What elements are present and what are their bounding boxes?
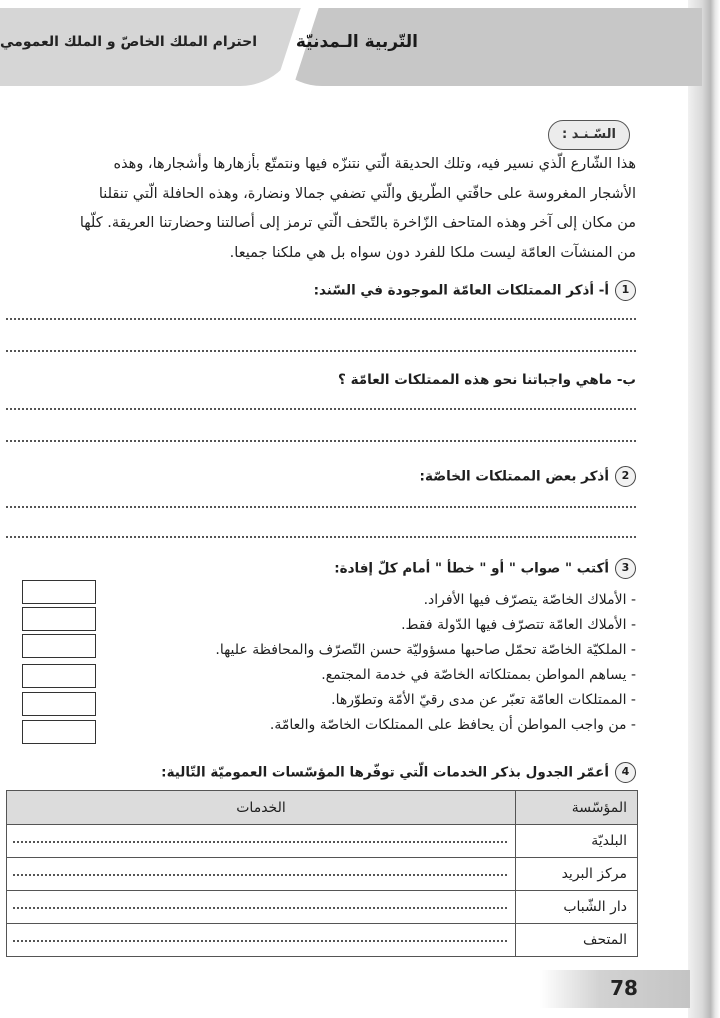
- institution-cell: البلديّة: [516, 825, 638, 858]
- question-number: 2: [615, 466, 636, 487]
- answer-box[interactable]: [22, 664, 96, 688]
- page-edge-shadow: [688, 0, 720, 1018]
- services-table: [6, 790, 638, 957]
- question-text: أ- أذكر الممتلكات العامّة الموجودة في السّند:: [313, 282, 609, 299]
- answer-box[interactable]: [22, 692, 96, 716]
- statement-item: - الممتلكات العامّة تعبّر عن مدى رقيّ الأمّة وتطوّرها.: [331, 692, 636, 708]
- sanad-label: السّـنـد :: [548, 120, 630, 150]
- table-header-row: [7, 791, 638, 825]
- question-text: ب- ماهي واجباتنا نحو هذه الممتلكات العامّة ؟: [338, 372, 636, 388]
- question-1b: [338, 372, 636, 388]
- passage-line: من مكان إلى آخر وهذه المتاحف الزّاخرة بالتّحف الّتي ترمز إلى أصالتنا وحضارتنا العريقة. كلّها: [79, 215, 636, 231]
- statement-item: - يساهم المواطن بممتلكاته الخاصّة في خدمة المجتمع.: [321, 667, 636, 683]
- services-cell[interactable]: [7, 825, 516, 858]
- page-number: 78: [610, 976, 638, 1000]
- question-text: أكتب " صواب " أو " خطأ " أمام كلّ إفادة:: [334, 560, 609, 577]
- answer-box[interactable]: [22, 580, 96, 604]
- answer-line[interactable]: [6, 536, 636, 538]
- question-text: أذكر بعض الممتلكات الخاصّة:: [419, 468, 609, 485]
- table-row: [7, 825, 638, 858]
- question-2: [420, 466, 636, 487]
- table-row: [7, 924, 638, 957]
- table-row: [7, 858, 638, 891]
- services-cell[interactable]: [7, 858, 516, 891]
- question-number: 3: [615, 558, 636, 579]
- answer-line[interactable]: [6, 506, 636, 508]
- institution-cell: مركز البريد: [516, 858, 638, 891]
- answer-box[interactable]: [22, 607, 96, 631]
- answer-line[interactable]: [6, 440, 636, 442]
- statement-item: - الملكيّة الخاصّة تحمّل صاحبها مسؤوليّة حسن التّصرّف والمحافظة عليها.: [215, 642, 636, 658]
- statements-list: [76, 588, 636, 738]
- institution-cell: دار الشّباب: [516, 891, 638, 924]
- question-number: 4: [615, 762, 636, 783]
- lesson-title: احترام الملك الخاصّ و الملك العمومي: [0, 34, 258, 50]
- passage-line: الأشجار المغروسة على حافّتي الطّريق والّتي تضفي جمالا ونضارة، وهذه الحافلة الّتي تنقلنا: [98, 185, 636, 202]
- question-number: 1: [615, 280, 636, 301]
- header-services: الخدمات: [7, 791, 516, 825]
- institution-cell: المتحف: [516, 924, 638, 957]
- question-1a: [314, 280, 636, 301]
- passage-line: هذا الشّارع الّذي نسير فيه، وتلك الحديقة الّتي نتنزّه فيها ونتمتّع بأزهارها وأشجارها، وهذه: [113, 156, 636, 172]
- question-3: [334, 558, 636, 579]
- answer-line[interactable]: [6, 408, 636, 410]
- services-cell[interactable]: [7, 924, 516, 957]
- sanad-passage: [8, 150, 636, 268]
- answer-line[interactable]: [6, 350, 636, 352]
- passage-line: من المنشآت العامّة ليست ملكا للفرد دون سواه بل هي ملكنا جميعا.: [229, 244, 636, 261]
- answer-box[interactable]: [22, 720, 96, 744]
- answer-line[interactable]: [6, 318, 636, 320]
- subject-title: التّربية الـمدنيّة: [295, 32, 418, 52]
- services-cell[interactable]: [7, 891, 516, 924]
- statement-item: - الأملاك العامّة تتصرّف فيها الدّولة فقط.: [401, 617, 636, 633]
- table-row: [7, 891, 638, 924]
- question-4: [161, 762, 636, 783]
- header-institution: المؤسّسة: [516, 791, 638, 825]
- question-text: أعمّر الجدول بذكر الخدمات الّتي توفّرها المؤسّسات العموميّة التّالية:: [161, 764, 609, 781]
- statement-item: - الأملاك الخاصّة يتصرّف فيها الأفراد.: [423, 592, 636, 608]
- statement-item: - من واجب المواطن أن يحافظ على الممتلكات الخاصّة والعامّة.: [269, 717, 636, 733]
- answer-box[interactable]: [22, 634, 96, 658]
